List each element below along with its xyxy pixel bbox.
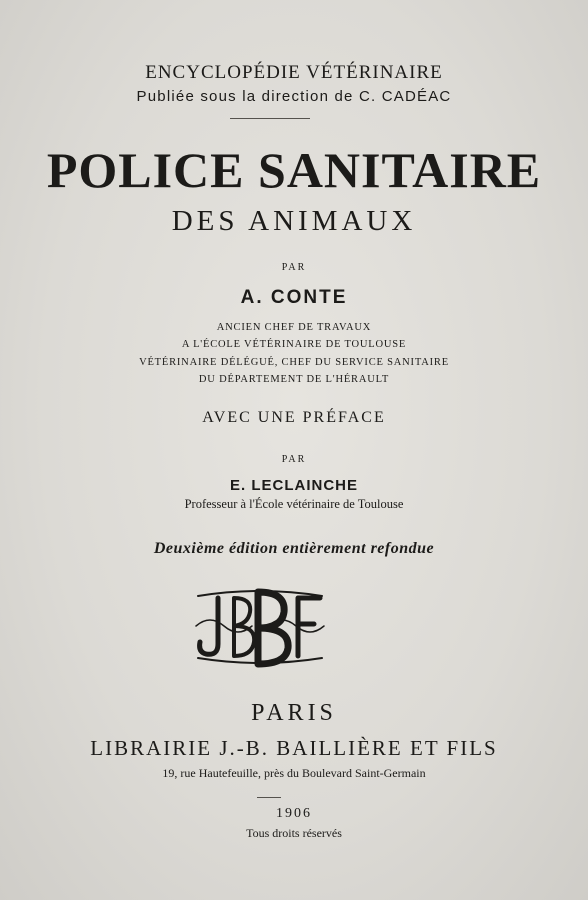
divider <box>230 118 310 119</box>
author-credential: VÉTÉRINAIRE DÉLÉGUÉ, CHEF DU SERVICE SANITAIRE <box>139 357 449 368</box>
preface-label: AVEC UNE PRÉFACE <box>202 409 386 426</box>
series-direction: Publiée sous la direction de C. CADÉAC <box>136 88 452 105</box>
author-credential: ANCIEN CHEF DE TRAVAUX <box>216 322 372 333</box>
preface-author-role: Professeur à l'École vétérinaire de Toulouse <box>184 497 404 511</box>
imprint-rights: Tous droits réservés <box>246 826 342 840</box>
series-title: ENCYCLOPÉDIE VÉTÉRINAIRE <box>145 62 443 83</box>
imprint-city: PARIS <box>251 700 337 726</box>
author-name: A. CONTE <box>240 287 348 308</box>
preface-author-name: E. LECLAINCHE <box>229 477 358 494</box>
book-title-line-1: POLICE SANITAIRE <box>46 142 542 198</box>
by-label: PAR <box>281 262 307 273</box>
imprint-publisher: LIBRAIRIE J.-B. BAILLIÈRE ET FILS <box>90 736 498 760</box>
imprint-address: 19, rue Hautefeuille, près du Boulevard Saint-Germain <box>162 766 426 780</box>
publisher-monogram-icon <box>190 584 330 670</box>
imprint-year: 1906 <box>276 806 312 821</box>
edition-note: Deuxième édition entièrement refondue <box>153 540 435 557</box>
divider-2 <box>257 797 281 798</box>
by-label-2: PAR <box>281 454 307 465</box>
author-credential: DU DÉPARTEMENT DE L'HÉRAULT <box>198 374 390 385</box>
book-title-line-2: DES ANIMAUX <box>171 205 417 237</box>
author-credential: A L'ÉCOLE VÉTÉRINAIRE DE TOULOUSE <box>181 339 407 350</box>
